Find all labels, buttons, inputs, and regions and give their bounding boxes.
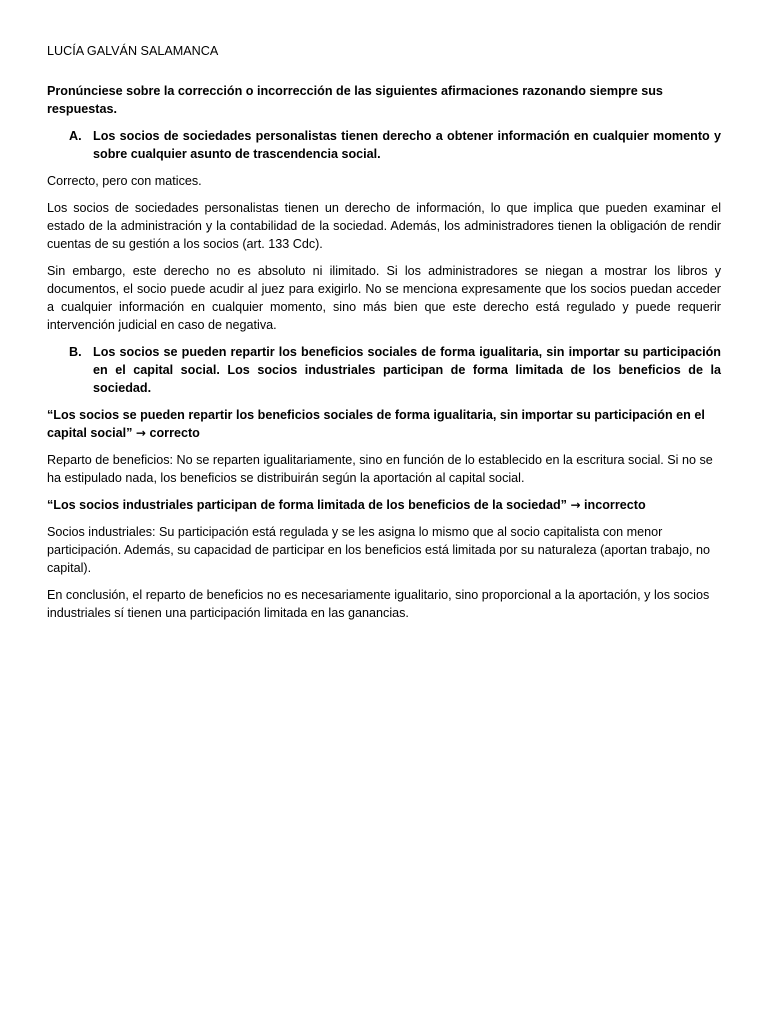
- question-a: [47, 127, 721, 163]
- answer-b-paragraph-2: Socios industriales: Su participación está regulada y se les asigna lo mismo que al socio capitalista con menor participación. Además, su capacidad de participar en los beneficios está limitada por su naturaleza (aportan trabajo, no capital).: [47, 525, 710, 575]
- claim-1-verdict: correcto: [149, 426, 200, 440]
- arrow-right-icon: →: [135, 426, 146, 440]
- question-b: [47, 343, 721, 397]
- question-a-letter: A.: [69, 129, 82, 143]
- instruction-text: Pronúnciese sobre la corrección o incorrección de las siguientes afirmaciones razonando siempre sus respuestas.: [47, 84, 663, 116]
- answer-a-paragraph-1: Los socios de sociedades personalistas tienen un derecho de información, lo que implica que pueden examinar el estado de la administración y la contabilidad de la sociedad. Además, los administradores tienen la obligación de rendir cuentas de su gestión a los socios (art. 133 Cdc).: [47, 201, 721, 251]
- claim-1-text: “Los socios se pueden repartir los beneficios sociales de forma igualitaria, sin importar su participación en el capital social”: [47, 408, 705, 440]
- author-name: LUCÍA GALVÁN SALAMANCA: [47, 44, 219, 58]
- question-b-text: Los socios se pueden repartir los beneficios sociales de forma igualitaria, sin importar su participación en el capital social. Los socios industriales participan de forma limitada de los beneficios de la sociedad.: [93, 345, 721, 395]
- answer-b-claim-2: [47, 496, 721, 514]
- answer-a-paragraph-2: Sin embargo, este derecho no es absoluto ni ilimitado. Si los administradores se niegan a mostrar los libros y documentos, el socio puede acudir al juez para exigirlo. No se menciona expresamente que los socios puedan acceder a cualquier información en cualquier momento, sino más bien que este derecho está regulado y puede requerir intervención judicial en caso de negativa.: [47, 264, 721, 332]
- arrow-right-icon: →: [570, 498, 581, 512]
- claim-2-text: “Los socios industriales participan de forma limitada de los beneficios de la sociedad”: [47, 498, 567, 512]
- conclusion-paragraph: En conclusión, el reparto de beneficios no es necesariamente igualitario, sino proporcional a la aportación, y los socios industriales sí tienen una participación limitada en las ganancias.: [47, 588, 710, 620]
- question-b-letter: B.: [69, 345, 82, 359]
- answer-b-claim-1: [47, 406, 721, 442]
- claim-2-verdict: incorrecto: [584, 498, 646, 512]
- document-page: [47, 42, 721, 631]
- answer-b-paragraph-1: Reparto de beneficios: No se reparten igualitariamente, sino en función de lo establecido en la escritura social. Si no se ha estipulado nada, los beneficios se distribuirán según la aportación al capital social.: [47, 453, 713, 485]
- answer-a-verdict: Correcto, pero con matices.: [47, 174, 202, 188]
- question-a-text: Los socios de sociedades personalistas tienen derecho a obtener información en cualquier momento y sobre cualquier asunto de trascendencia social.: [93, 129, 721, 161]
